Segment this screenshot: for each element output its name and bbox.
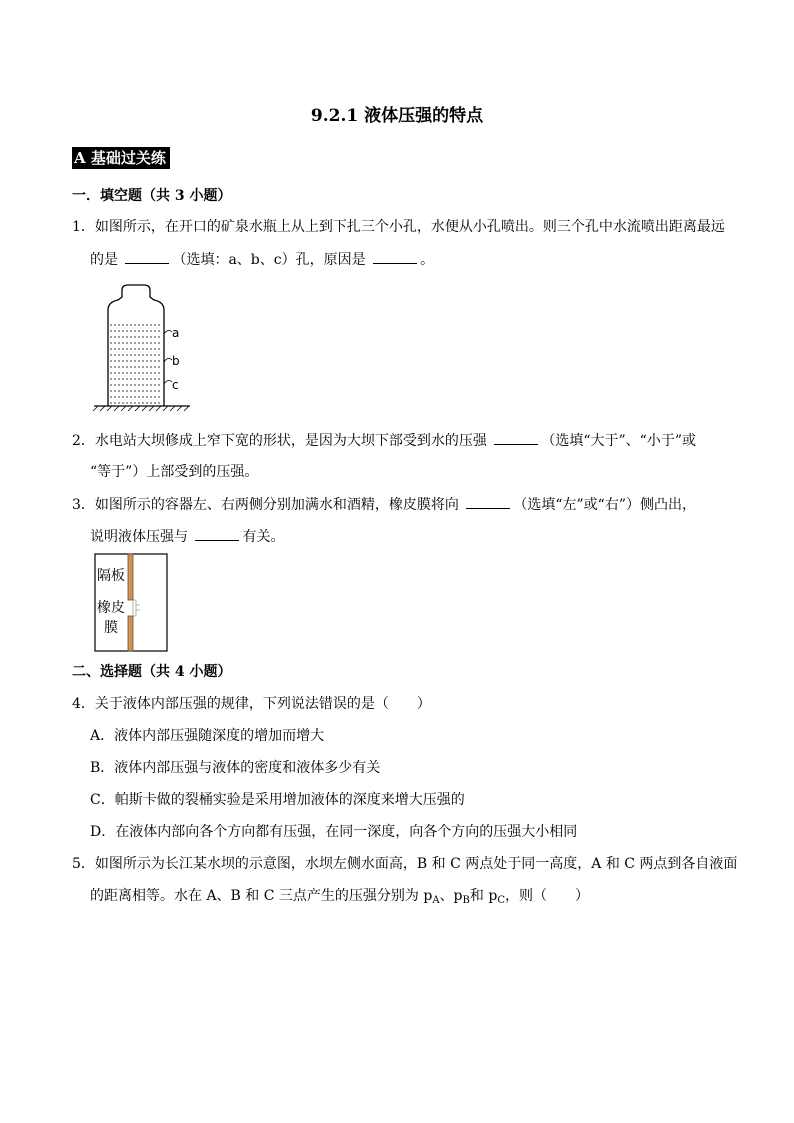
q1-line2: [90, 249, 434, 270]
q2-blank-1[interactable]: [494, 430, 538, 445]
bottle-figure: [90, 280, 200, 412]
q5-sub-c: C: [497, 895, 505, 906]
q1-text-a: 的是: [90, 252, 118, 268]
q4-option-d[interactable]: D．在液体内部向各个方向都有压强，在同一深度，向各个方向的压强大小相同: [90, 824, 578, 840]
q5-text-a: 的距离相等。水在 A、B 和 C 三点产生的压强分别为 p: [90, 888, 433, 904]
q3-line1: [72, 494, 696, 515]
q3-line2: [90, 526, 284, 547]
hole-a-label: a: [172, 326, 180, 340]
q4-option-b[interactable]: B．液体内部压强与液体的密度和液体多少有关: [90, 760, 381, 776]
container-figure: [94, 553, 168, 653]
q3-blank-2[interactable]: [195, 526, 239, 541]
q3-text-d: 有关。: [242, 529, 285, 545]
q5-sub-b: B: [462, 895, 470, 906]
q4-option-c[interactable]: C．帕斯卡做的裂桶实验是采用增加液体的深度来增大压强的: [90, 792, 465, 808]
part1-heading: 一．填空题（共 3 小题）: [72, 188, 232, 204]
q2-text-b: （选填“大于”、“小于”或: [541, 433, 696, 449]
q5-sub-a: A: [432, 895, 440, 906]
hole-c-label: c: [172, 378, 179, 392]
q4-stem: 4．关于液体内部压强的规律，下列说法错误的是（ ）: [72, 696, 431, 712]
part2-heading: 二、选择题（共 4 小题）: [72, 664, 232, 680]
q5-sep-1: 、p: [439, 888, 463, 904]
rubber-label-1: 橡皮: [97, 600, 125, 616]
partition-label: 隔板: [97, 568, 125, 584]
section-a-tag: A 基础过关练: [72, 147, 170, 169]
q5-text-end: ，则（ ）: [504, 888, 589, 904]
q1-text-b: （选填：a、b、c）孔，原因是: [172, 252, 366, 268]
q2-text-a: 2．水电站大坝修成上窄下宽的形状，是因为大坝下部受到水的压强: [72, 433, 487, 449]
q2-line2: “等于”）上部受到的压强。: [90, 464, 259, 480]
q1-line1: 1．如图所示，在开口的矿泉水瓶上从上到下扎三个小孔，水便从小孔喷出。则三个孔中水流喷出距离最远: [72, 219, 725, 235]
q5-sep-2: 和 p: [469, 888, 498, 904]
q5-line1: 5．如图所示为长江某水坝的示意图，水坝左侧水面高，B 和 C 两点处于同一高度，A 和 C 两点到各自液面: [72, 856, 738, 872]
q1-text-c: 。: [420, 252, 435, 268]
bottle-diagram: [90, 280, 200, 412]
q1-blank-2[interactable]: [373, 249, 417, 264]
q3-blank-1[interactable]: [466, 494, 510, 509]
q5-line2: [90, 886, 589, 911]
page-title: 9.2.1 液体压强的特点: [310, 106, 484, 126]
q4-option-a[interactable]: A．液体内部压强随深度的增加而增大: [90, 728, 325, 744]
q3-text-c: 说明液体压强与: [90, 529, 188, 545]
q2-line1: [72, 430, 696, 451]
q3-text-b: （选填“左”或“右”）侧凸出，: [513, 497, 696, 513]
q1-blank-1[interactable]: [125, 249, 169, 264]
q3-text-a: 3．如图所示的容器左、右两侧分别加满水和酒精，橡皮膜将向: [72, 497, 459, 513]
hole-b-label: b: [172, 354, 180, 368]
rubber-label-2: 膜: [104, 620, 118, 636]
